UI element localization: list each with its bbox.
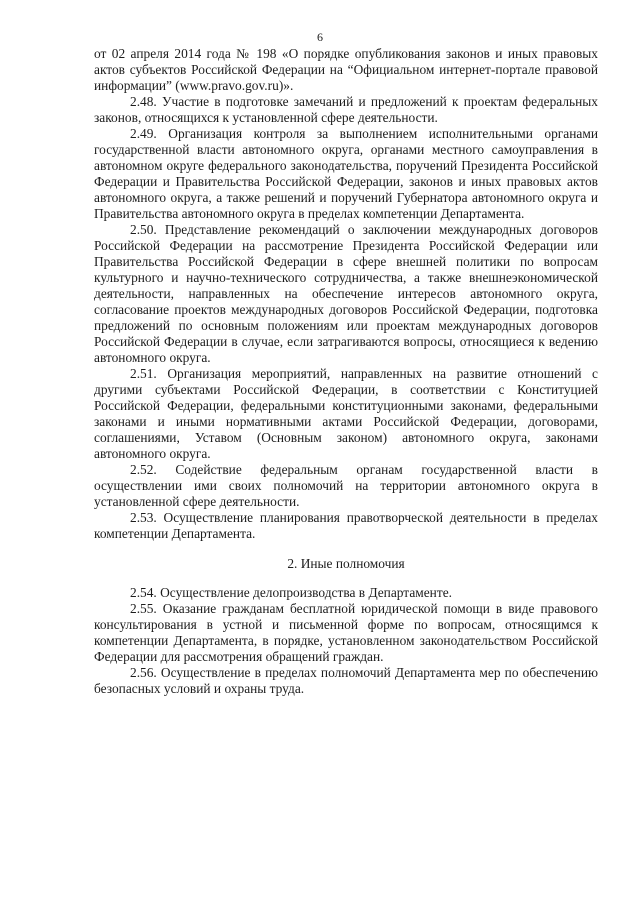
paragraph-2-49: 2.49. Организация контроля за выполнением исполнительными органами государственной власти автономного округа, органами местного самоуправления в автономном округе федерального законодательства, поручений Президента Российской Федерации и Правительства Российской Федерации, законов и иных правовых актов автономного округа, а также решений и поручений Губернатора автономного округа и Правительства автономного округа в пределах компетенции Департамента.: [94, 126, 598, 221]
paragraph-2-48: 2.48. Участие в подготовке замечаний и предложений к проектам федеральных законов, относящихся к установленной сфере деятельности.: [94, 94, 598, 125]
document-body: [94, 46, 598, 697]
paragraph-2-50: 2.50. Представление рекомендаций о заключении международных договоров Российской Федерации на рассмотрение Президента Российской Федерации или Правительства Российской Федерации в сфере внешней политики по вопросам культурного и научно-технического сотрудничества, а также внешнеэкономической деятельности, направленных на обеспечение интересов автономного округа, согласование проектов международных договоров Российской Федерации, подготовка предложений по основным положениям или проектам международных договоров Российской Федерации в случае, если затрагиваются вопросы, относящиеся к ведению автономного округа.: [94, 222, 598, 365]
paragraph-2-51: 2.51. Организация мероприятий, направленных на развитие отношений с другими субъектами Российской Федерации, в соответствии с Конституцией Российской Федерации, федеральными конституционными законами, федеральными законами и иными нормативными актами Российской Федерации, договорами, соглашениями, Уставом (Основным законом) автономного округа, законами автономного округа.: [94, 366, 598, 461]
page-number: 6: [317, 30, 323, 44]
paragraph-continuation: от 02 апреля 2014 года № 198 «О порядке опубликования законов и иных правовых актов субъектов Российской Федерации на “Официальном интернет-портале правовой информации” (www.pravo.gov.ru)».: [94, 46, 598, 93]
paragraph-2-54: 2.54. Осуществление делопроизводства в Департаменте.: [130, 585, 452, 600]
paragraph-2-52: 2.52. Содействие федеральным органам государственной власти в осуществлении ими своих полномочий на территории автономного округа в установленной сфере деятельности.: [94, 462, 598, 509]
paragraph-2-55: 2.55. Оказание гражданам бесплатной юридической помощи в виде правового консультирования в устной и письменной форме по вопросам, относящимся к компетенции Департамента, в порядке, установленном законодательством Российской Федерации для рассмотрения обращений граждан.: [94, 601, 598, 664]
paragraph-2-56: 2.56. Осуществление в пределах полномочий Департамента мер по обеспечению безопасных условий и охраны труда.: [94, 665, 598, 696]
paragraph-2-53: 2.53. Осуществление планирования правотворческой деятельности в пределах компетенции Департамента.: [94, 510, 598, 541]
section-heading: 2. Иные полномочия: [287, 556, 405, 571]
